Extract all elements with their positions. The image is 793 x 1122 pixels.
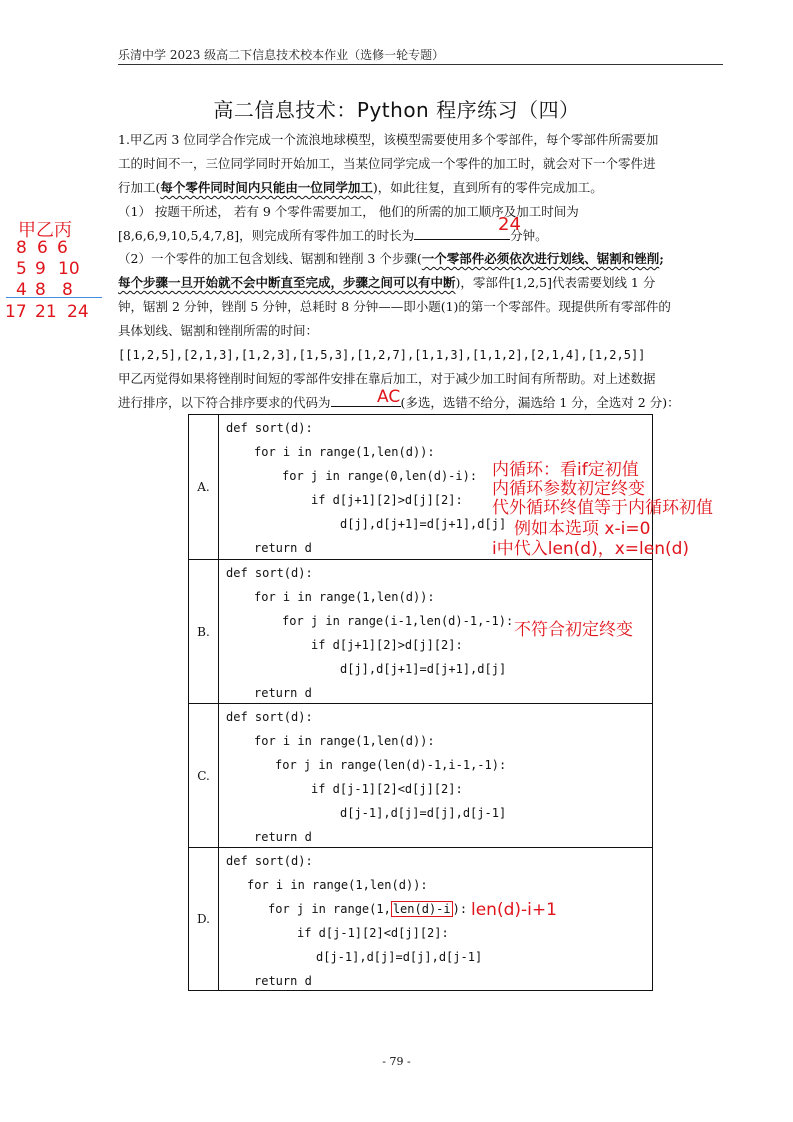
- part2-line1-emphasis: 一个零部件必须依次进行划线、锯割和锉削: [421, 251, 660, 266]
- cell: 17: [5, 302, 27, 322]
- question-line-3: [118, 176, 603, 200]
- option-row-c: [189, 703, 652, 847]
- part2-line2-emphasis: 每个步骤一旦开始就不会中断直至完成，步骤之间可以有中断: [118, 275, 456, 290]
- code-line: if d[j-1][2]<d[j][2]:: [297, 926, 449, 940]
- option-label: C.: [189, 704, 219, 847]
- handwritten-answer-1: 24: [498, 214, 521, 235]
- code-line: for j in range(len(d)-1,i-1,-1):: [275, 758, 507, 772]
- code-line: def sort(d):: [226, 710, 313, 724]
- part2-line-1: （2）一个零件的加工包含划线、锯割和锉削 3 个步骤(一个零部件必须依次进行划线、锯割和锉削;: [118, 251, 664, 266]
- code-line: def sort(d):: [226, 421, 313, 435]
- part2-line-6: 甲乙丙觉得如果将锉削时间短的零部件安排在靠后加工，对于减少加工时间有所帮助。对上述数据: [118, 371, 656, 386]
- part2-line2-suffix: )，零部件[1,2,5]代表需要划线 1 分: [455, 275, 656, 290]
- running-header: 乐清中学 2023 级高二下信息技术校本作业（选修一轮专题）: [118, 48, 445, 62]
- note-a-line-1: 内循环：看if定初值: [492, 460, 639, 480]
- part2-line7-suffix: (多选，选错不给分，漏选给 1 分，全选对 2 分)：: [400, 395, 680, 410]
- code-line: for i in range(1,len(d)):: [254, 445, 435, 459]
- line3-prefix: 行加工(: [118, 180, 161, 195]
- cell: 21: [35, 302, 57, 322]
- code-line: return d: [254, 541, 312, 555]
- highlighted-expression: len(d)-i: [392, 902, 451, 916]
- code-line: d[j],d[j+1]=d[j+1],d[j]: [340, 517, 507, 531]
- option-label: B.: [189, 560, 219, 703]
- line3-emphasis: 每个零件同时间内只能由一位同学加工: [160, 180, 373, 195]
- note-d: len(d)-i+1: [471, 900, 557, 920]
- code-line: [268, 902, 467, 916]
- code-line: for i in range(1,len(d)):: [247, 878, 428, 892]
- code-fragment: for j in range(1,: [268, 902, 391, 916]
- part2-line7-prefix: 进行排序，以下符合排序要求的代码为: [118, 395, 331, 410]
- code-line: def sort(d):: [226, 566, 313, 580]
- page-title: 高二信息技术：Python 程序练习（四）: [213, 98, 580, 122]
- question-line-1: 1.甲乙丙 3 位同学合作完成一个流浪地球模型，该模型需要使用多个零部件，每个零部件所需要加: [118, 132, 659, 147]
- code-line: d[j],d[j+1]=d[j+1],d[j]: [340, 662, 507, 676]
- code-line: return d: [254, 830, 312, 844]
- note-a-line-4: 例如本选项 x-i=0: [514, 519, 651, 539]
- cell: 4: [16, 280, 27, 300]
- part1-line-1: （1） 按题干所述， 若有 9 个零件需要加工， 他们的所需的加工顺序及加工时间为: [118, 204, 579, 219]
- code-fragment: ):: [452, 902, 468, 916]
- part1-line2-prefix: [8,6,6,9,10,5,4,7,8]，则完成所有零件加工的时长为: [118, 228, 415, 243]
- code-line: def sort(d):: [226, 854, 313, 868]
- code-line: for j in range(i-1,len(d)-1,-1):: [282, 614, 514, 628]
- cell: 24: [67, 302, 89, 322]
- data-array: [[1,2,5],[2,1,3],[1,2,3],[1,5,3],[1,2,7],[1,1,3],[1,1,2],[2,1,4],[1,2,5]]: [118, 348, 646, 362]
- code-line: if d[j-1][2]<d[j][2]:: [311, 782, 463, 796]
- header-divider: [118, 64, 723, 65]
- note-a-line-5: i中代入len(d)，x=len(d): [492, 539, 690, 559]
- code-line: if d[j+1][2]>d[j][2]:: [311, 493, 463, 507]
- code-line: d[j-1],d[j]=d[j],d[j-1]: [340, 806, 507, 820]
- handwritten-names: 甲乙丙: [18, 220, 72, 241]
- question-line-2: 工的时间不一，三位同学同时开始加工，当某位同学完成一个零件的加工时，就会对下一个零件进: [118, 156, 656, 171]
- cell: 9: [35, 259, 46, 279]
- option-label: A.: [189, 415, 219, 559]
- page-number: - 79 -: [382, 1055, 411, 1068]
- code-line: for j in range(0,len(d)-i):: [282, 469, 478, 483]
- note-a-line-3: 代外循环终值等于内循环初值: [492, 498, 713, 518]
- part2-line1-prefix: （2）一个零件的加工包含划线、锯割和锉削 3 个步骤(: [118, 251, 422, 266]
- note-b: 不符合初定终变: [514, 620, 633, 640]
- cell: 6: [57, 238, 68, 258]
- handwritten-answer-2: AC: [377, 387, 401, 407]
- answer-blank-1: [414, 224, 510, 240]
- code-line: return d: [254, 974, 312, 988]
- part2-line-3: 钟，锯割 2 分钟，锉削 5 分钟，总耗时 8 分钟——即小题(1)的第一个零部件。现提供所有零部件的: [118, 299, 671, 314]
- cell: 8: [35, 280, 46, 300]
- cell: 8: [16, 238, 27, 258]
- note-a-line-2: 内循环参数初定终变: [492, 479, 645, 499]
- part2-line-4: 具体划线、锯割和锉削所需的时间：: [118, 323, 319, 338]
- cell: 6: [37, 238, 48, 258]
- sum-line: [6, 297, 102, 298]
- cell: 5: [16, 259, 27, 279]
- part1-line2-suffix: 分钟。: [510, 228, 548, 243]
- option-label: D.: [189, 848, 219, 990]
- code-line: return d: [254, 686, 312, 700]
- code-line: if d[j+1][2]>d[j][2]:: [311, 638, 463, 652]
- code-line: for i in range(1,len(d)):: [254, 734, 435, 748]
- code-line: d[j-1],d[j]=d[j],d[j-1]: [316, 950, 483, 964]
- cell: 8: [62, 280, 73, 300]
- line3-suffix: )，如此往复，直到所有的零件完成加工。: [372, 180, 603, 195]
- part2-line-2: [118, 271, 655, 295]
- part1-line-2: [118, 224, 548, 248]
- code-line: for i in range(1,len(d)):: [254, 590, 435, 604]
- cell: 10: [58, 259, 80, 279]
- option-row-d: [189, 847, 652, 990]
